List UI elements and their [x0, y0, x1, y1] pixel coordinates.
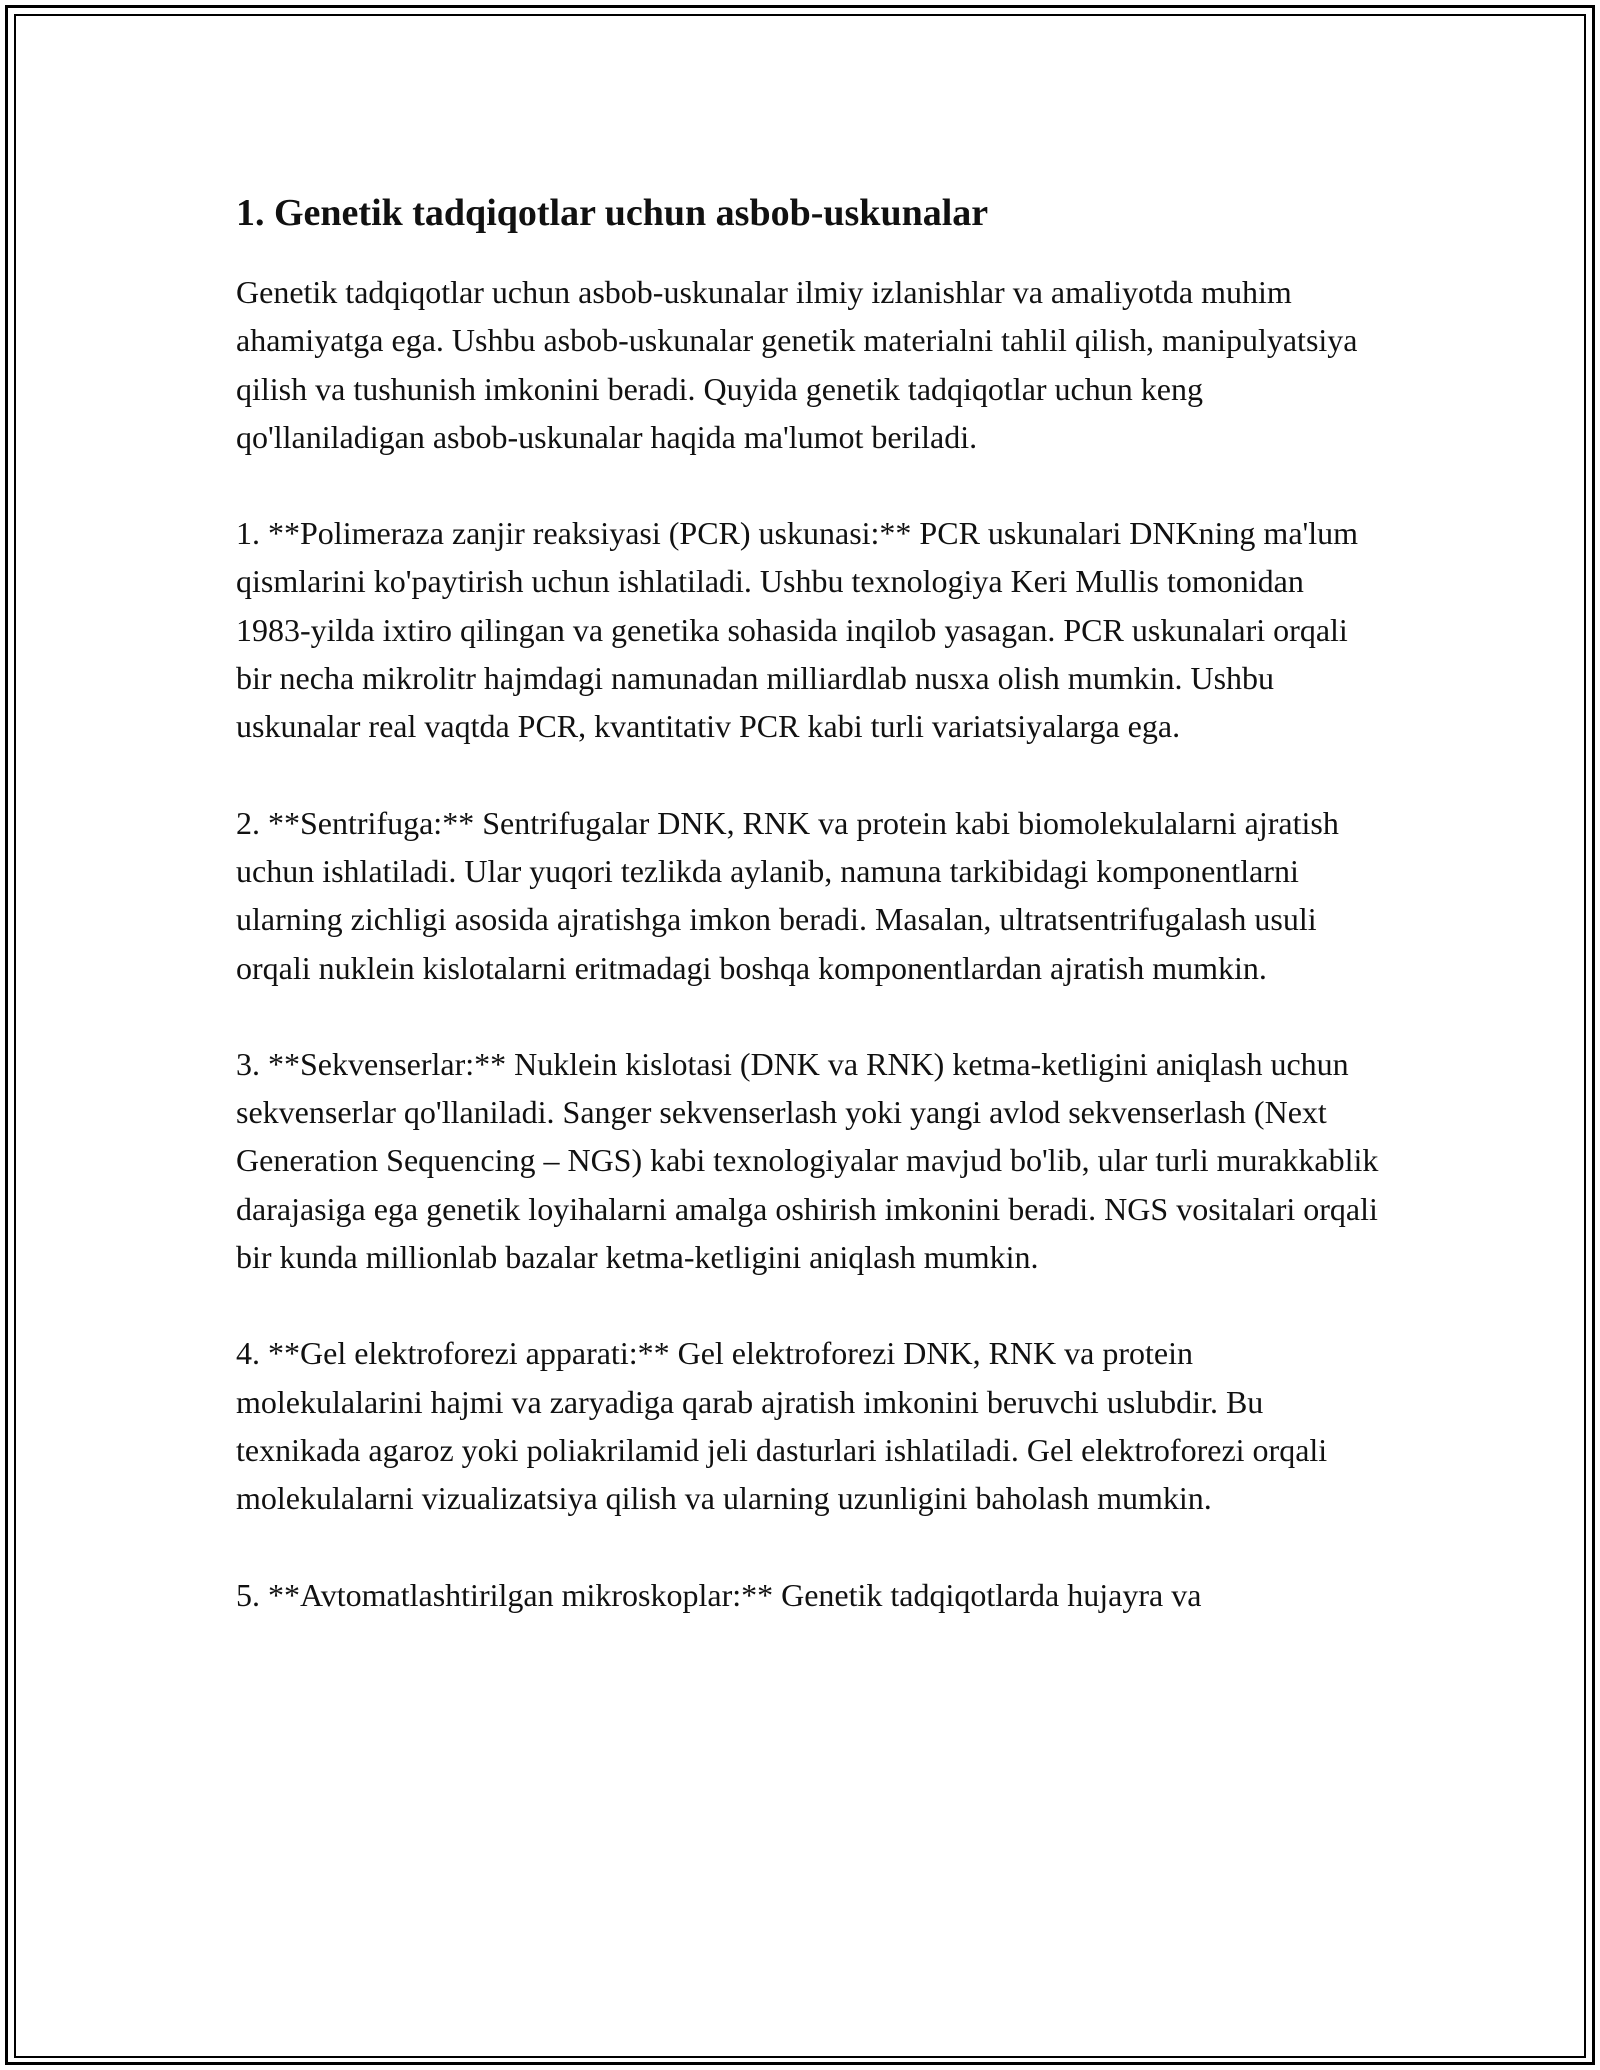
sequencers-paragraph: 3. **Sekvenserlar:** Nuklein kislotasi (DNK va RNK) ketma-ketligini aniqlash uchun sekvenserlar qo'llaniladi. Sanger sekvenserlash yoki yangi avlod sekvenserlash (Next Generation Sequencing – NGS) kabi texnologiyalar mavjud bo'lib, ular turli murakkablik darajasiga ega genetik loyihalarni amalga oshirish imkonini beradi. NGS vositalari orqali bir kunda millionlab bazalar ketma-ketligini aniqlash mumkin. [236, 1045, 1379, 1276]
microscopes-paragraph: 5. **Avtomatlashtirilgan mikroskoplar:** Genetik tadqiqotlarda hujayra va [236, 1576, 1202, 1613]
document-page [236, 186, 1386, 1619]
gel-electrophoresis-paragraph: 4. **Gel elektroforezi apparati:** Gel elektroforezi DNK, RNK va protein molekulalarini hajmi va zaryadiga qarab ajratish imkonini beruvchi uslubdir. Bu texnikada agaroz yoki poliakrilamid jeli dasturlari ishlatiladi. Gel elektroforezi orqali molekulalarni vizualizatsiya qilish va ularning uzunligini baholash mumkin. [236, 1335, 1328, 1517]
pcr-paragraph: 1. **Polimeraza zanjir reaksiyasi (PCR) uskunasi:** PCR uskunalari DNKning ma'lum qismlarini ko'paytirish uchun ishlatiladi. Ushbu texnologiya Keri Mullis tomonidan 1983-yilda ixtiro qilingan va genetika sohasida inqilob yasagan. PCR uskunalari orqali bir necha mikrolitr hajmdagi namunadan milliardlab nusxa olish mumkin. Ushbu uskunalar real vaqtda PCR, kvantitativ PCR kabi turli variatsiyalarga ega. [236, 515, 1359, 745]
centrifuge-paragraph: 2. **Sentrifuga:** Sentrifugalar DNK, RNK va protein kabi biomolekulalarni ajratish uchun ishlatiladi. Ular yuqori tezlikda aylanib, namuna tarkibidagi komponentlarni ularning zichligi asosida ajratishga imkon beradi. Masalan, ultratsentrifugalash usuli orqali nuklein kislotalarni eritmadagi boshqa komponentlardan ajratish mumkin. [236, 804, 1339, 986]
intro-paragraph: Genetik tadqiqotlar uchun asbob-uskunalar ilmiy izlanishlar va amaliyotda muhim ahamiyatga ega. Ushbu asbob-uskunalar genetik materialni tahlil qilish, manipulyatsiya qilish va tushunish imkonini beradi. Quyida genetik tadqiqotlar uchun keng qo'llaniladigan asbob-uskunalar haqida ma'lumot beriladi. [236, 274, 1358, 455]
document-title: 1. Genetik tadqiqotlar uchun asbob-uskunalar [236, 192, 989, 234]
